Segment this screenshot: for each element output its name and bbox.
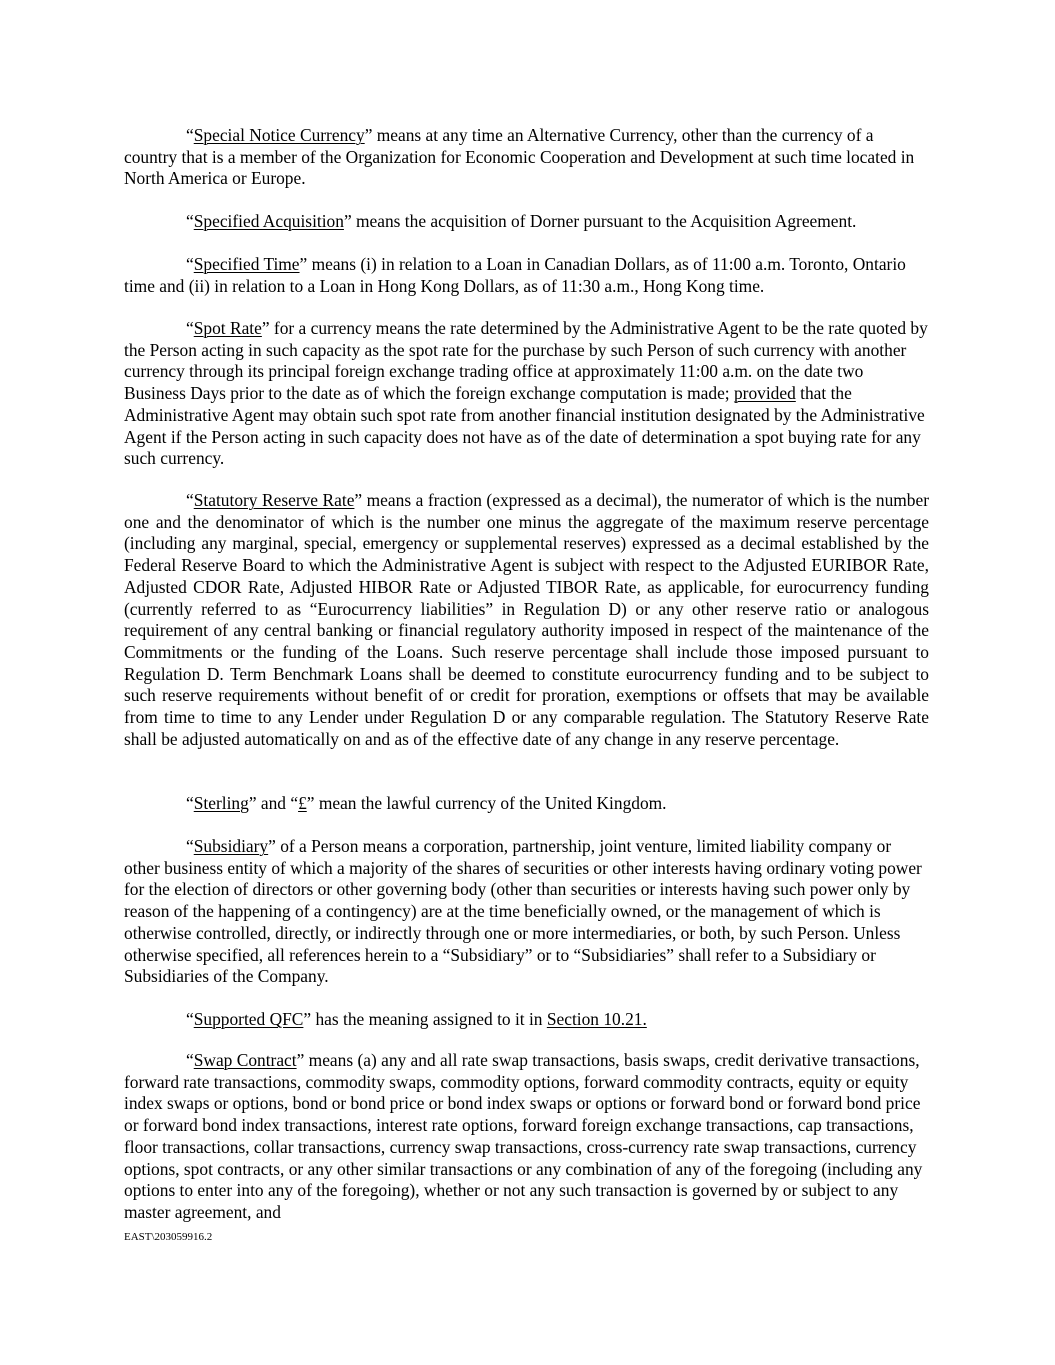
definition-text-continued: that the Administrative Agent may obtain such spot rate from another financial institution designated by the Administrative Agent if the Person acting in such capacity does not have as of the date of determination a spot buying rate for any such currency. xyxy=(124,383,925,469)
defined-term-symbol: £ xyxy=(298,793,307,813)
open-quote: “ xyxy=(186,211,194,231)
defined-term: Supported QFC xyxy=(193,1009,304,1029)
definition-text: ” means (i) in relation to a Loan in Canadian Dollars, as of 11:00 a.m. Toronto, Ontario time and (ii) in relation to a Loan in Hong Kong Dollars, as of 11:30 a.m., Hong Kong time. xyxy=(124,254,906,296)
definition-text: ” has the meaning assigned to it in xyxy=(303,1009,547,1029)
definition-text: ” means at any time an Alternative Currency, other than the currency of a country that is a member of the Organization for Economic Cooperation and Development at such time located in North America or Europe. xyxy=(124,125,915,189)
definition-text: ” means the acquisition of Dorner pursuant to the Acquisition Agreement. xyxy=(343,211,857,231)
definition-statutory-reserve-rate xyxy=(124,490,929,750)
section-reference: Section 10.21. xyxy=(546,1009,647,1029)
proviso-term: provided xyxy=(733,383,796,404)
open-quote: “ xyxy=(186,1050,194,1070)
definition-sterling xyxy=(124,793,929,815)
definition-text: ” for a currency means the rate determined by the Administrative Agent to be the rate quoted by the Person acting in such capacity as the spot rate for the purchase by such Person of such currency with another currency through its principal foreign exchange trading office at approximately 11:00 a.m. on the date two Business Days prior to the date as of which the foreign exchange computation is made; xyxy=(124,318,928,404)
open-quote: “ xyxy=(186,1009,194,1029)
definition-text: ” mean the lawful currency of the United Kingdom. xyxy=(306,793,667,813)
defined-term: Subsidiary xyxy=(193,836,269,856)
definition-text: ” of a Person means a corporation, partnership, joint venture, limited liability company or other business entity of which a majority of the shares of securities or other interests having ordinary voting power for the election of directors or other governing body (other than securities or interests having such power only by reason of the happening of a contingency) are at the time beneficially owned, or the management of which is otherwise controlled, directly, or indirectly through one or more intermediaries, or both, by such Person. Unless otherwise specified, all references herein to a “Subsidiary” or to “Subsidiaries” shall refer to a Subsidiary or Subsidiaries of the Company. xyxy=(124,836,922,987)
definition-specified-time xyxy=(124,254,929,297)
open-quote: “ xyxy=(186,793,194,813)
defined-term: Swap Contract xyxy=(193,1050,297,1070)
definition-spot-rate xyxy=(124,318,929,470)
definition-swap-contract xyxy=(124,1050,929,1224)
open-quote: “ xyxy=(186,254,194,274)
definition-mid: ” and “ xyxy=(248,793,299,813)
definition-special-notice-currency xyxy=(124,125,929,190)
defined-term: Statutory Reserve Rate xyxy=(193,490,355,510)
open-quote: “ xyxy=(186,125,194,145)
open-quote: “ xyxy=(186,836,194,856)
definition-specified-acquisition xyxy=(124,211,929,233)
definition-text: ” means (a) any and all rate swap transactions, basis swaps, credit derivative transactions, forward rate transactions, commodity swaps, commodity options, forward commodity contracts, equity or equity index swaps or options, bond or bond price or bond index swaps or options or forward bond or forward bond price or forward bond index transactions, interest rate options, forward foreign exchange transactions, cap transactions, floor transactions, collar transactions, currency swap transactions, cross-currency rate swap transactions, currency options, spot contracts, or any other similar transactions or any combination of any of the foregoing (including any options to enter into any of the foregoing), whether or not any such transaction is governed by or subject to any master agreement, and xyxy=(124,1050,923,1222)
open-quote: “ xyxy=(186,318,194,338)
defined-term: Special Notice Currency xyxy=(193,125,365,145)
definition-subsidiary xyxy=(124,836,929,988)
defined-term: Sterling xyxy=(193,793,249,813)
definition-supported-qfc xyxy=(124,1009,929,1031)
defined-term: Specified Time xyxy=(193,254,300,274)
defined-term: Specified Acquisition xyxy=(193,211,344,231)
open-quote: “ xyxy=(186,490,194,510)
document-id-footer: EAST\203059916.2 xyxy=(124,1231,213,1243)
defined-term: Spot Rate xyxy=(193,318,262,338)
definition-text: ” means a fraction (expressed as a decimal), the numerator of which is the number one and the denominator of which is the number one minus the aggregate of the maximum reserve percentage (including any marginal, special, emergency or supplemental reserves) expressed as a decimal established by the Federal Reserve Board to which the Administrative Agent is subject with respect to the Adjusted EURIBOR Rate, Adjusted CDOR Rate, Adjusted HIBOR Rate or Adjusted TIBOR Rate, as applicable, for eurocurrency funding (currently referred to as “Eurocurrency liabilities” in Regulation D) or any other reserve ratio or analogous requirement of any central banking or financial regulatory authority imposed in respect of the maintenance of the Commitments or the funding of the Loans. Such reserve percentage shall include those imposed pursuant to Regulation D. Term Benchmark Loans shall be deemed to constitute eurocurrency funding and to be subject to such reserve requirements without benefit of or credit for proration, exemptions or offsets that may be available from time to time to any Lender under Regulation D or any comparable regulation. The Statutory Reserve Rate shall be adjusted automatically on and as of the effective date of any change in any reserve percentage. xyxy=(124,490,930,749)
